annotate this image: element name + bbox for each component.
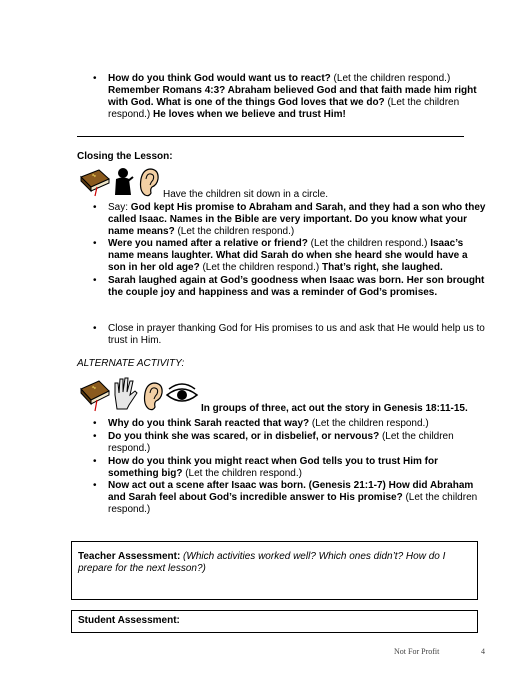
bible-hand-ear-eye-icons xyxy=(79,375,199,415)
bible-praying-ear-icons xyxy=(79,165,163,199)
bullet-marker: • xyxy=(93,202,97,213)
praying-child-icon xyxy=(115,168,133,195)
eye-icon xyxy=(167,384,197,401)
respond-note: (Let the children respond.) xyxy=(330,73,451,84)
bible-icon xyxy=(81,170,109,196)
alternate-bullet-4 xyxy=(93,480,488,516)
footer-note: Not For Profit xyxy=(394,647,440,656)
bullet-marker: • xyxy=(93,73,97,84)
say-label: Say: xyxy=(108,202,131,213)
alternate-bullet-1-text: Why do you think Sarah reacted that way? xyxy=(108,418,310,429)
bible-icon xyxy=(81,381,109,411)
closing-prayer-text: Close in prayer thanking God for His promises to us and ask that He would help us to trust in Him. xyxy=(108,323,485,346)
bullet-marker: • xyxy=(93,238,97,249)
section-divider xyxy=(77,136,464,137)
hand-icon xyxy=(115,378,137,409)
closing-heading: Closing the Lesson: xyxy=(77,151,173,162)
ear-icon xyxy=(145,383,163,410)
respond-note: (Let the children respond.) xyxy=(307,238,431,249)
bullet-marker: • xyxy=(93,480,97,491)
respond-note: (Let the children respond.) xyxy=(309,418,429,429)
top-conclusion-text: He loves when we believe and trust Him! xyxy=(153,109,346,120)
teacher-assessment-prompt: (Which activities worked well? Which ones didn’t? How do I prepare for the next lesson?) xyxy=(78,551,446,574)
top-remember-text: Remember Romans 4:3? Abraham believed God and that faith made him right with God. What is one of the things God loves that we do? xyxy=(108,85,477,108)
closing-bullet-4 xyxy=(93,323,488,347)
teacher-assessment-label: Teacher Assessment: xyxy=(78,551,181,562)
closing-intro: Have the children sit down in a circle. xyxy=(163,189,329,200)
closing-icons xyxy=(79,165,163,203)
alternate-heading: ALTERNATE ACTIVITY: xyxy=(77,358,185,369)
alternate-bullet-3-text: How do you think you might react when God tells you to trust Him for something big? xyxy=(108,456,439,479)
closing-bullet-2-text: Isaac’s name means laughter. What did Sarah do when she heard she would have a son in her old age? xyxy=(108,238,468,273)
bullet-marker: • xyxy=(93,431,97,442)
closing-bullet-2-question: Were you named after a relative or friend? xyxy=(108,238,308,249)
student-assessment-label: Student Assessment: xyxy=(78,615,180,626)
teacher-assessment-box[interactable] xyxy=(71,541,478,600)
alternate-intro: In groups of three, act out the story in Genesis 18:11-15. xyxy=(201,403,468,414)
top-question: How do you think God would want us to react? xyxy=(108,73,331,84)
page-number: 4 xyxy=(481,647,485,656)
teacher-assessment-content xyxy=(78,551,468,575)
closing-bullet-1 xyxy=(93,202,488,238)
alternate-bullet-4-text: Now act out a scene after Isaac was born. (Genesis 21:1-7) How did Abraham and Sarah feel about God’s incredible answer to His promise? xyxy=(108,480,474,503)
ear-icon xyxy=(141,169,159,196)
alternate-icons xyxy=(79,375,199,419)
respond-note: (Let the children respond.) xyxy=(199,262,322,273)
alternate-bullet-3 xyxy=(93,456,488,480)
alternate-bullet-2-text: Do you think she was scared, or in disbelief, or nervous? xyxy=(108,431,380,442)
closing-bullet-2 xyxy=(93,238,488,274)
closing-bullet-3-text: Sarah laughed again at God’s goodness when Isaac was born. Her son brought the couple joy and happiness and was a reminder of God’s promises. xyxy=(108,275,485,298)
respond-note: (Let the children respond.) xyxy=(108,97,460,120)
student-assessment-box[interactable] xyxy=(71,610,478,633)
closing-bullet-3 xyxy=(93,275,488,299)
respond-note: (Let the children respond.) xyxy=(108,431,454,454)
closing-bullet-2-conclusion: That’s right, she laughed. xyxy=(321,262,443,273)
bullet-marker: • xyxy=(93,275,97,286)
top-bullet xyxy=(93,73,488,121)
bullet-marker: • xyxy=(93,456,97,467)
respond-note: (Let the children respond.) xyxy=(108,492,478,515)
bullet-marker: • xyxy=(93,418,97,429)
respond-note: (Let the children respond.) xyxy=(182,468,302,479)
respond-note: (Let the children respond.) xyxy=(174,226,295,237)
bullet-marker: • xyxy=(93,323,97,334)
alternate-bullet-2 xyxy=(93,431,488,455)
closing-bullet-1-text: God kept His promise to Abraham and Sarah, and they had a son who they called Isaac. Names in the Bible are very important. Do you know what your name means? xyxy=(108,202,486,237)
alternate-bullet-1 xyxy=(93,418,488,430)
